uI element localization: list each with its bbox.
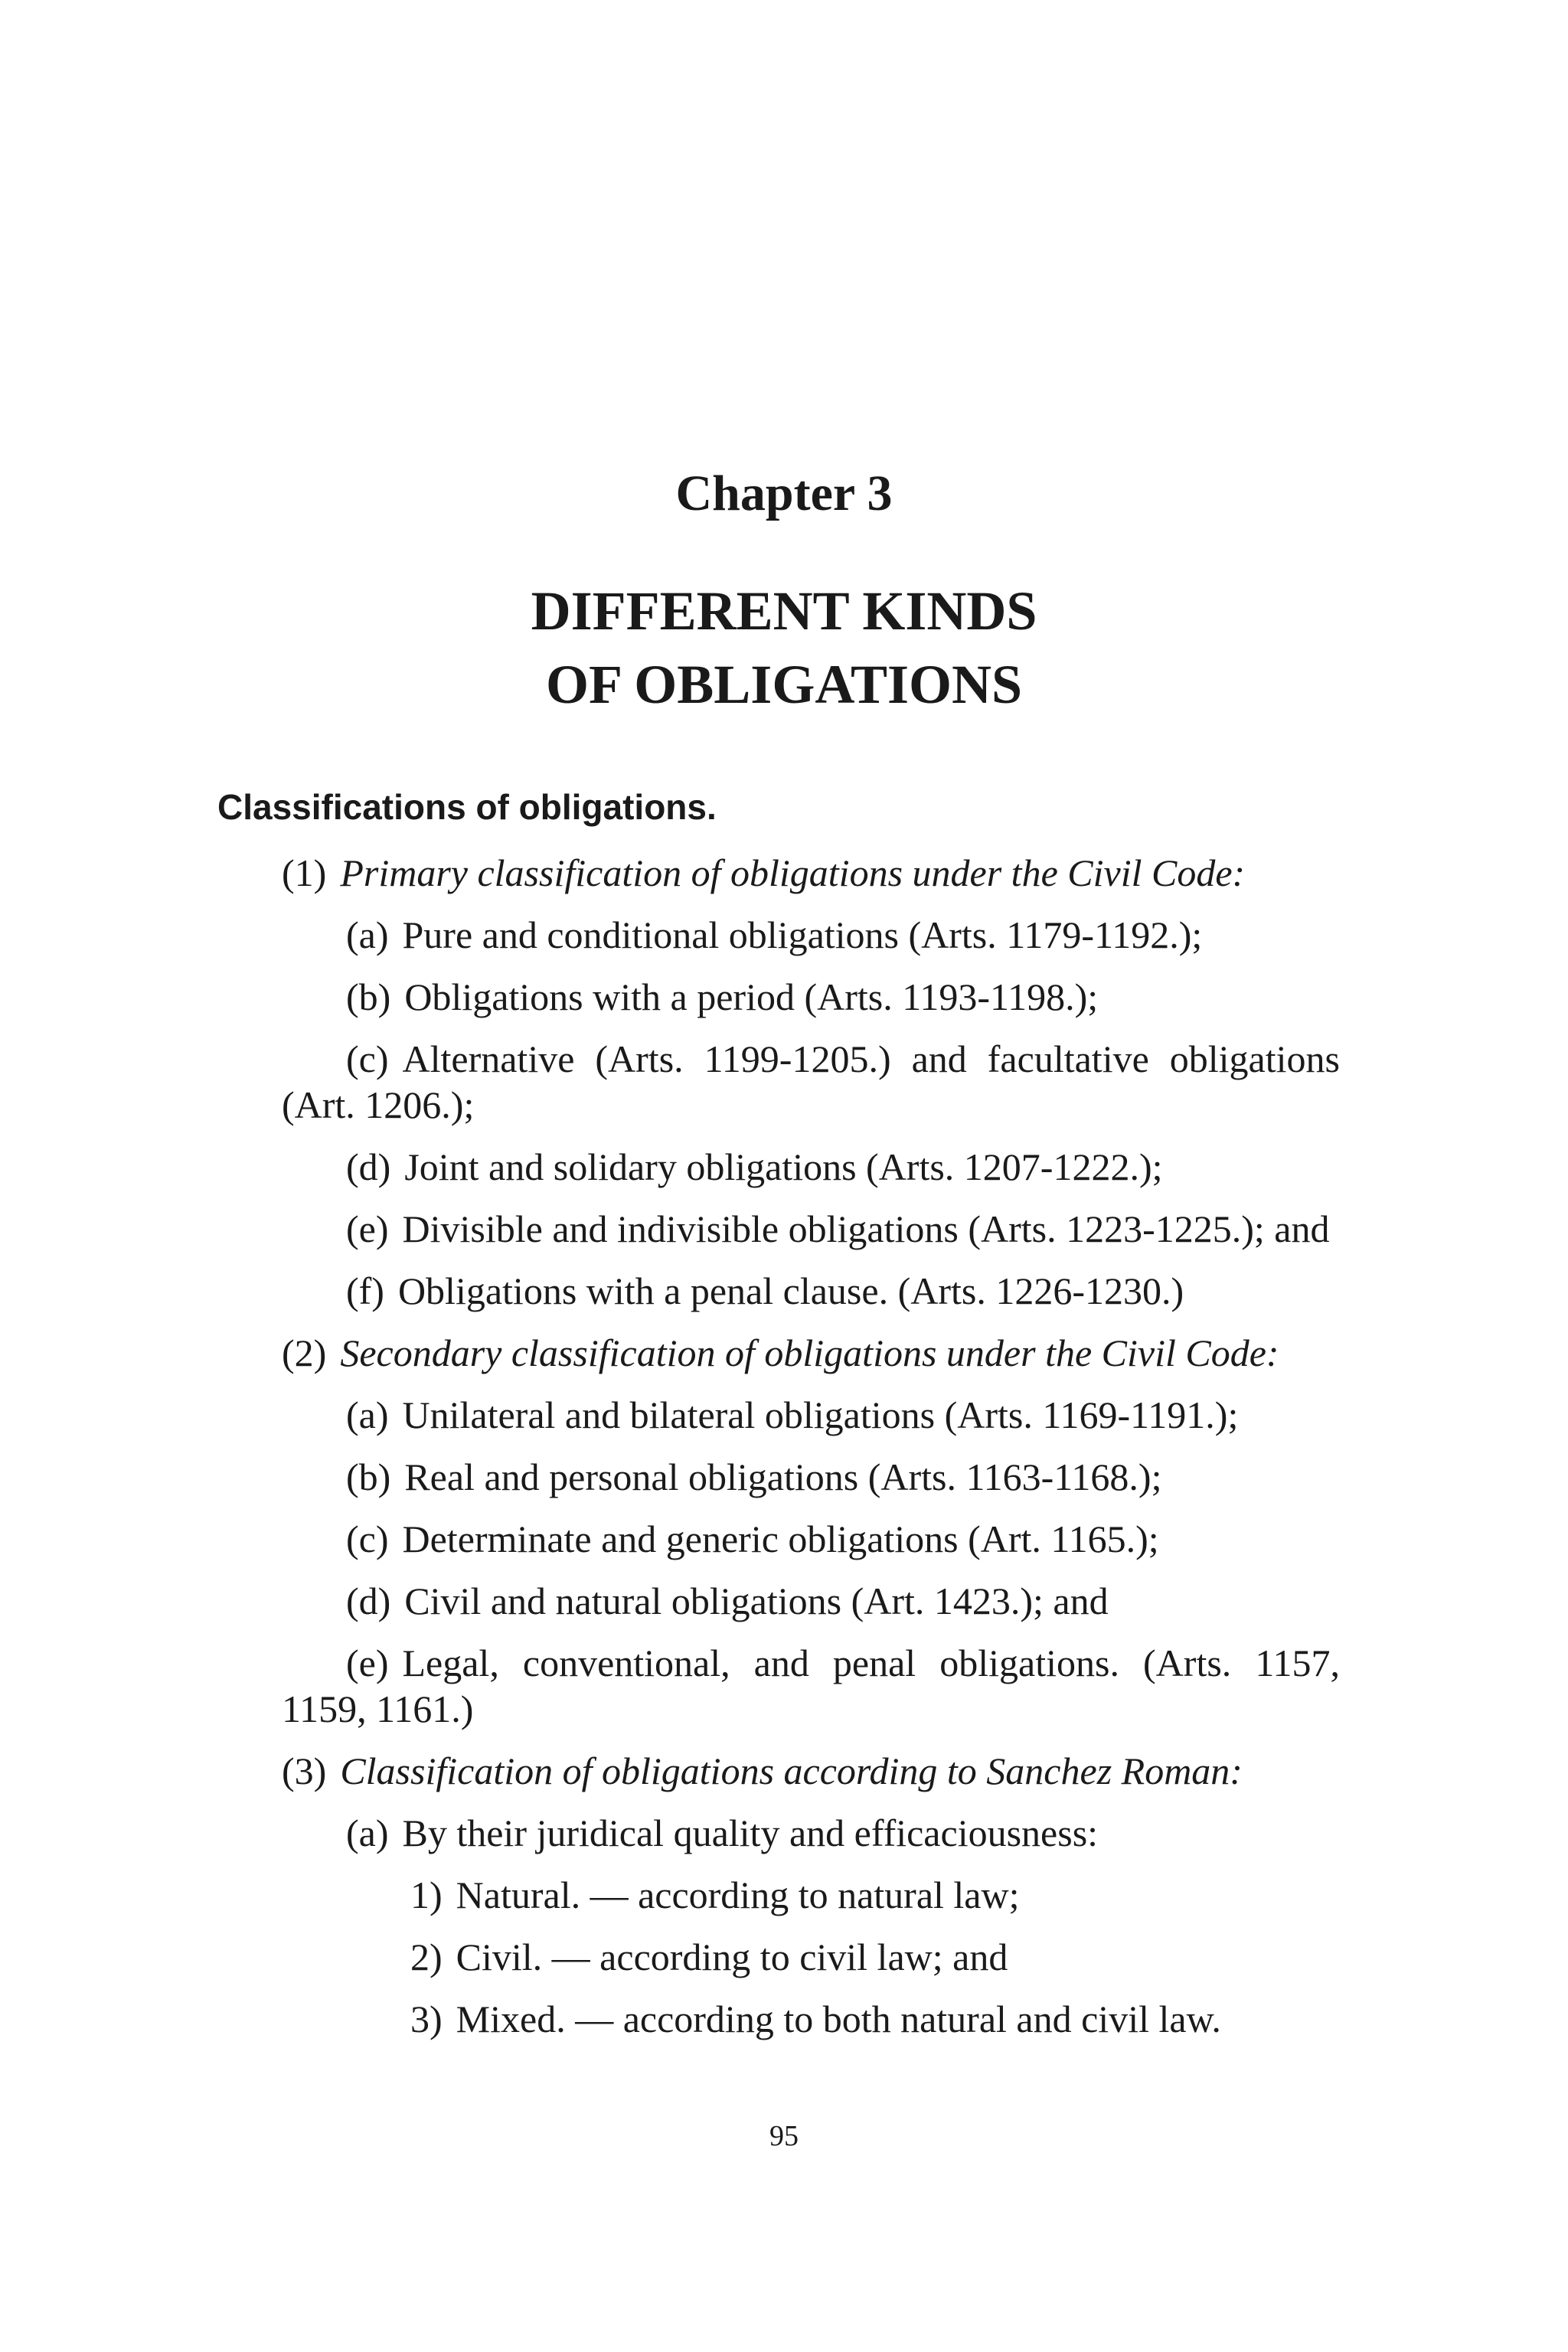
list-item — [282, 1268, 1340, 1314]
item-text: Pure and conditional obligations (Arts. 1179-1192.); — [402, 913, 1203, 956]
item-number: (a) — [346, 1811, 389, 1854]
item-number: (d) — [346, 1579, 391, 1622]
item-text: Alternative (Arts. 1199-1205.) and facultative obligations (Art. 1206.); — [282, 1037, 1340, 1126]
list-item — [282, 1454, 1340, 1500]
item-text: Civil. — according to civil law; and — [456, 1936, 1008, 1978]
item-text: Divisible and indivisible obligations (Arts. 1223-1225.); and — [402, 1207, 1330, 1250]
item-number: (b) — [346, 975, 391, 1018]
chapter-title-line-2: OF OBLIGATIONS — [545, 654, 1023, 715]
item-number: (d) — [346, 1145, 391, 1188]
item-text: Obligations with a period (Arts. 1193-1198.); — [404, 975, 1099, 1018]
item-number: (1) — [282, 851, 327, 894]
chapter-title-line-1: DIFFERENT KINDS — [531, 580, 1037, 642]
item-number: (3) — [282, 1749, 327, 1792]
item-number: (c) — [346, 1517, 389, 1560]
item-number: (c) — [346, 1037, 389, 1080]
item-number: (e) — [346, 1207, 389, 1250]
item-text: Civil and natural obligations (Art. 1423.); and — [404, 1579, 1109, 1622]
item-text: Legal, conventional, and penal obligations. (Arts. 1157, 1159, 1161.) — [282, 1642, 1340, 1730]
list-item — [282, 912, 1340, 958]
item-number: (b) — [346, 1455, 391, 1498]
list-item — [282, 974, 1340, 1020]
item-number: (a) — [346, 1393, 389, 1436]
item-text: Mixed. — according to both natural and civil law. — [456, 1998, 1221, 2040]
item-number: 3) — [410, 1998, 443, 2040]
list-item — [282, 1392, 1340, 1438]
item-text: Determinate and generic obligations (Art. 1165.); — [402, 1517, 1159, 1560]
item-text: Natural. — according to natural law; — [456, 1873, 1020, 1916]
list-item — [282, 1872, 1340, 1918]
list-item — [282, 1934, 1340, 1980]
list-item — [282, 1640, 1340, 1732]
item-number: (a) — [346, 913, 389, 956]
list-item-secondary — [282, 1330, 1340, 1376]
item-number: (2) — [282, 1331, 327, 1374]
item-heading: Secondary classification of obligations under the Civil Code: — [340, 1331, 1279, 1374]
chapter-title — [0, 574, 1568, 721]
item-number: (e) — [346, 1642, 389, 1684]
list-item — [282, 1996, 1340, 2042]
list-item-primary — [282, 850, 1340, 896]
item-text: Obligations with a penal clause. (Arts. 1226-1230.) — [397, 1269, 1184, 1312]
list-item — [282, 1578, 1340, 1624]
list-item-sanchez — [282, 1748, 1340, 1794]
item-text: Unilateral and bilateral obligations (Arts. 1169-1191.); — [402, 1393, 1239, 1436]
item-text: By their juridical quality and efficaciousness: — [402, 1811, 1099, 1854]
list-item — [282, 1810, 1340, 1856]
section-heading: Classifications of obligations. — [217, 787, 717, 827]
classification-list — [282, 850, 1340, 2058]
list-item — [282, 1516, 1340, 1562]
list-item — [282, 1206, 1340, 1252]
item-heading: Primary classification of obligations under the Civil Code: — [340, 851, 1246, 894]
item-text: Joint and solidary obligations (Arts. 1207-1222.); — [404, 1145, 1163, 1188]
item-number: (f) — [346, 1269, 384, 1312]
list-item — [0, 1036, 1340, 1128]
chapter-label: Chapter 3 — [675, 466, 893, 521]
item-heading: Classification of obligations according to Sanchez Roman: — [340, 1749, 1243, 1792]
item-text: Real and personal obligations (Arts. 1163-1168.); — [404, 1455, 1162, 1498]
list-item — [282, 1144, 1340, 1190]
item-number: 2) — [410, 1936, 443, 1978]
page-number: 95 — [769, 2120, 799, 2152]
item-number: 1) — [410, 1873, 443, 1916]
